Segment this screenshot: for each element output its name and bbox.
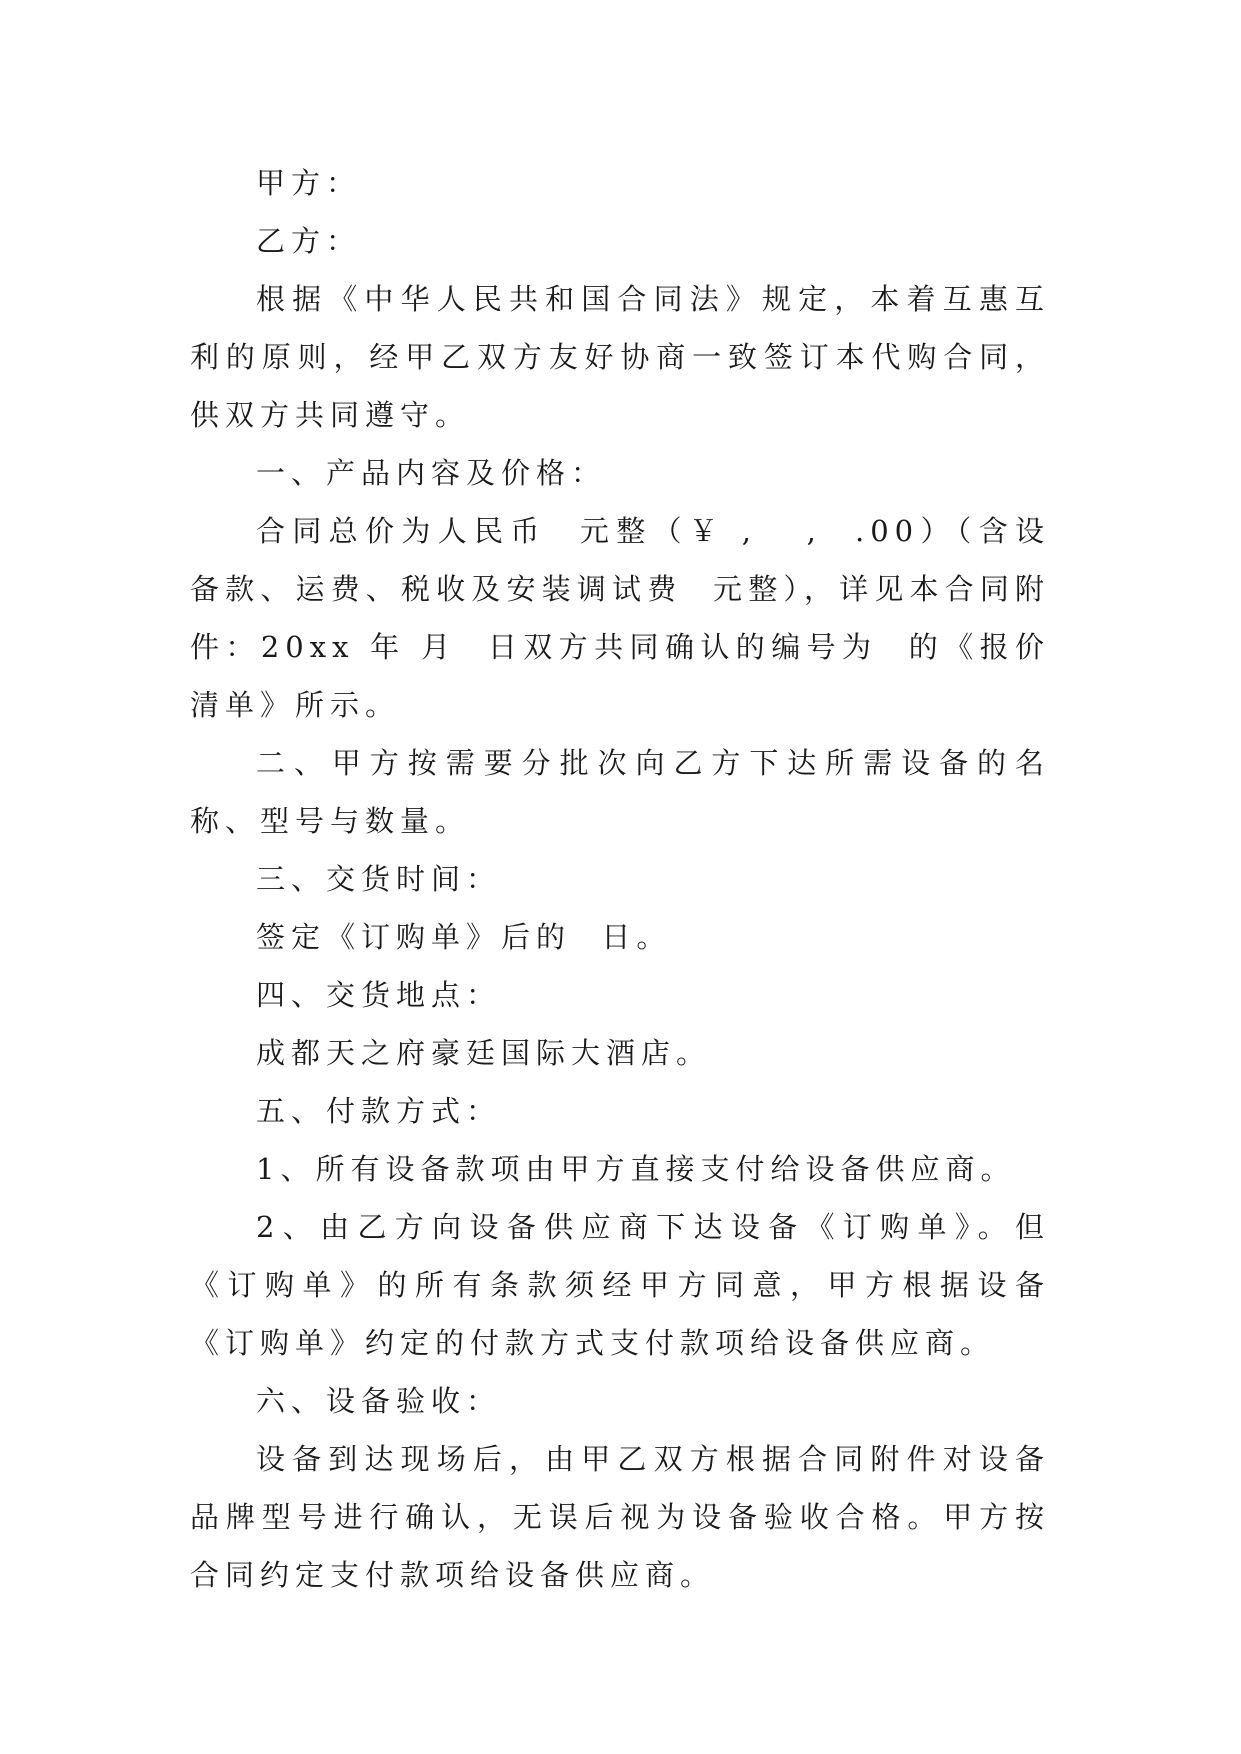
- contract-body: [190, 154, 1050, 1604]
- section-1-heading: 一、产品内容及价格：: [256, 456, 607, 490]
- section-3-heading: 三、交货时间：: [256, 862, 502, 896]
- section-4-delivery-place: 成都天之府豪廷国际大酒店。: [256, 1036, 712, 1070]
- section-4-heading: 四、交货地点：: [256, 978, 502, 1012]
- section-5-item-1: 1、所有设备款项由甲方直接支付给设备供应商。: [256, 1152, 1016, 1186]
- section-1-price-paragraph: 合同总价为人民币 元整（￥ , , .00）（含设备款、运费、税收及安装调试费 元整），详见本合同附件：20xx 年 月 日双方共同确认的编号为 的《报价清单》所示。: [190, 514, 1050, 722]
- section-6-acceptance-paragraph: 设备到达现场后，由甲乙双方根据合同附件对设备品牌型号进行确认，无误后视为设备验收合格。甲方按合同约定支付款项给设备供应商。: [190, 1442, 1050, 1592]
- section-6-heading: 六、设备验收：: [256, 1384, 502, 1418]
- party-a-line: 甲方：: [256, 166, 362, 200]
- party-b-line: 乙方：: [256, 224, 362, 258]
- section-5-heading: 五、付款方式：: [256, 1094, 502, 1128]
- section-3-delivery-time: 签定《订购单》后的 日。: [256, 920, 672, 954]
- preamble-paragraph: 根据《中华人民共和国合同法》规定，本着互惠互利的原则，经甲乙双方友好协商一致签订本代购合同，供双方共同遵守。: [190, 282, 1050, 432]
- section-2-paragraph: 二、甲方按需要分批次向乙方下达所需设备的名称、型号与数量。: [190, 746, 1050, 838]
- section-5-item-2: 2、由乙方向设备供应商下达设备《订购单》。但《订购单》的所有条款须经甲方同意，甲方根据设备《订购单》约定的付款方式支付款项给设备供应商。: [190, 1210, 1050, 1360]
